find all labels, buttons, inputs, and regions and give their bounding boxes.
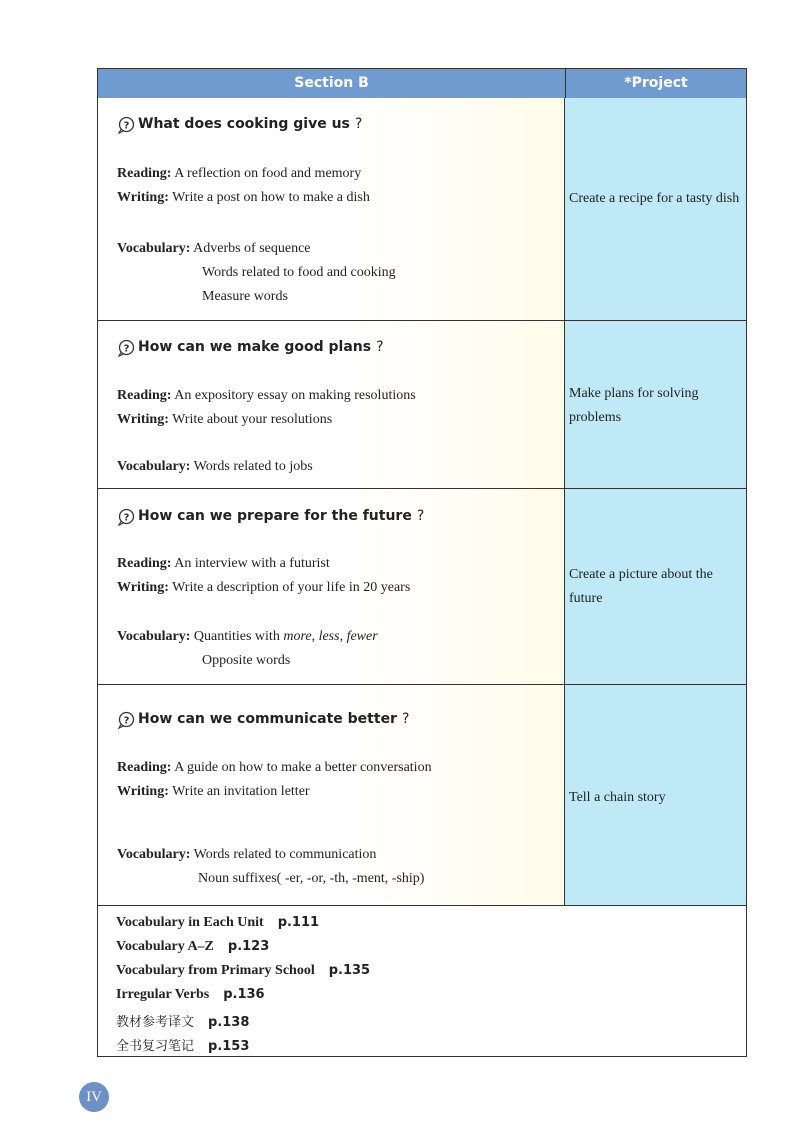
- unit-question: [117, 116, 362, 132]
- unit-question: [117, 508, 424, 524]
- vocabulary-line: Vocabulary: Words related to communication: [117, 847, 377, 862]
- question-bubble-icon: [117, 711, 133, 727]
- project-header: *Project: [624, 75, 688, 91]
- section-b-cell: [98, 98, 565, 320]
- vocabulary-item: Opposite words: [202, 653, 291, 668]
- svg-text:?: ?: [123, 715, 130, 727]
- vocabulary-item: Noun suffixes( -er, -or, -th, -ment, -ship): [198, 871, 425, 886]
- question-bubble-icon: [117, 116, 133, 132]
- svg-text:?: ?: [123, 512, 130, 524]
- project-text: Create a picture about the future: [569, 567, 713, 606]
- appendix-item[interactable]: Vocabulary in Each Unit p.111: [116, 915, 320, 930]
- project-text: Make plans for solving problems: [569, 386, 699, 425]
- project-cell: [565, 685, 746, 905]
- unit-row: [98, 489, 746, 685]
- vocabulary-item: Measure words: [202, 289, 288, 304]
- table-header: [98, 69, 746, 99]
- question-bubble-icon: [117, 339, 133, 355]
- unit-question: [117, 339, 384, 355]
- writing-line: Writing: Write an invitation letter: [117, 784, 310, 799]
- svg-text:?: ?: [123, 343, 130, 355]
- vocabulary-item: Words related to food and cooking: [202, 265, 396, 280]
- unit-row: [98, 321, 746, 489]
- reading-line: Reading: A guide on how to make a better conversation: [117, 760, 432, 775]
- svg-text:?: ?: [123, 120, 130, 132]
- writing-line: Writing: Write about your resolutions: [117, 412, 333, 427]
- section-b-cell: [98, 489, 565, 684]
- section-b-cell: [98, 685, 565, 905]
- appendix-item[interactable]: Vocabulary A–Z p.123: [116, 939, 270, 954]
- question-mark: ?: [401, 711, 410, 727]
- question-mark: ?: [416, 508, 425, 524]
- appendix-item[interactable]: 教材参考译文 p.138: [116, 1015, 250, 1030]
- vocabulary-line: Vocabulary: Adverbs of sequence: [117, 241, 311, 256]
- project-cell: [565, 489, 746, 684]
- reading-line: Reading: An expository essay on making resolutions: [117, 388, 416, 403]
- question-text: How can we make good plans: [138, 339, 372, 355]
- appendix-item[interactable]: 全书复习笔记 p.153: [116, 1039, 250, 1054]
- project-cell: [565, 98, 746, 320]
- reading-line: Reading: An interview with a futurist: [117, 556, 330, 571]
- writing-line: Writing: Write a description of your life in 20 years: [117, 580, 411, 595]
- vocabulary-line: Vocabulary: Quantities with more, less, fewer: [117, 629, 378, 644]
- contents-table: [97, 68, 747, 1057]
- question-bubble-icon: [117, 508, 133, 524]
- project-text: Tell a chain story: [569, 790, 666, 805]
- vocabulary-line: Vocabulary: Words related to jobs: [117, 459, 313, 474]
- appendix-list: [98, 906, 746, 1056]
- question-text: How can we communicate better: [138, 711, 397, 727]
- appendix-item[interactable]: Irregular Verbs p.136: [116, 987, 265, 1002]
- project-cell: [565, 321, 746, 488]
- project-text: Create a recipe for a tasty dish: [569, 191, 740, 206]
- unit-question: [117, 711, 409, 727]
- unit-row: [98, 98, 746, 321]
- appendix-item[interactable]: Vocabulary from Primary School p.135: [116, 963, 371, 978]
- unit-row: [98, 685, 746, 906]
- writing-line: Writing: Write a post on how to make a dish: [117, 190, 370, 205]
- question-text: What does cooking give us: [138, 116, 350, 132]
- section-b-cell: [98, 321, 565, 488]
- question-mark: ?: [354, 116, 363, 132]
- question-mark: ?: [376, 339, 384, 355]
- section-b-header: Section B: [98, 69, 566, 98]
- page-number-badge: IV: [79, 1082, 109, 1112]
- reading-line: Reading: A reflection on food and memory: [117, 166, 362, 181]
- question-text: How can we prepare for the future: [138, 508, 412, 524]
